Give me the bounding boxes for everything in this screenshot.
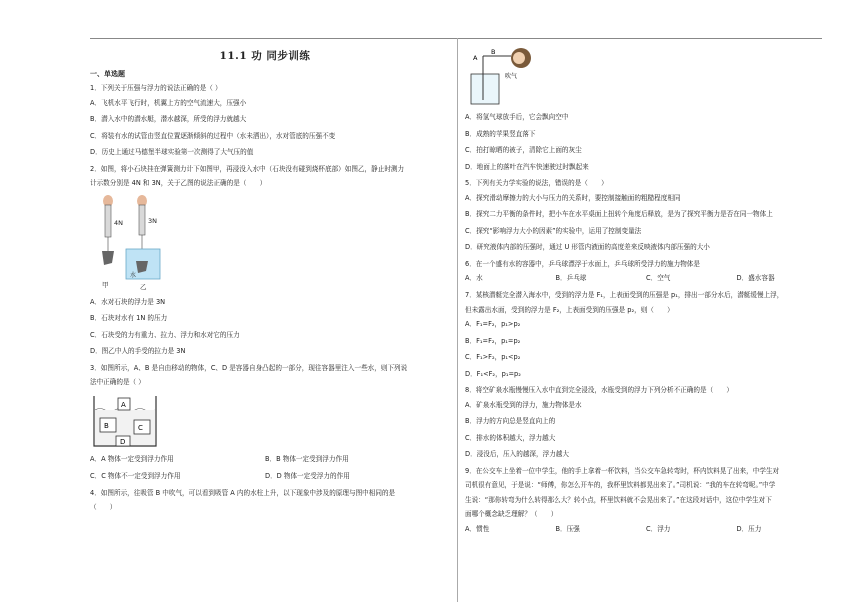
- reading-right: 3N: [148, 216, 157, 225]
- label-jia: 甲: [102, 280, 109, 289]
- q4-option-d: D．地面上的落叶在汽车快速驶过时飘起来: [465, 162, 589, 171]
- q8-option-c: C．排水的体积越大，浮力越大: [465, 433, 556, 442]
- q6-option-c: C．空气: [646, 274, 671, 282]
- q3-options-row1: [90, 454, 440, 465]
- q7-option-c: C．F₁>F₂，p₁<p₂: [465, 353, 521, 361]
- q4-option-b: B．成熟的苹果竖直落下: [465, 129, 536, 138]
- question-4-stem-line2: （ ）: [90, 503, 117, 511]
- q1-option-b: B．潜入水中的潜水艇，潜水越深，所受的浮力就越大: [90, 115, 247, 123]
- q2-option-d: D．图乙中人的手受的拉力是 3N: [90, 347, 186, 355]
- q3-option-c: C．C 物体不一定受到浮力作用: [90, 471, 181, 480]
- question-4-stem-line1: 4．如图所示，往吸管 B 中吹气，可以看到吸管 A 内的水柱上升，以下现象中涉及的原理与图中相同的是: [90, 488, 396, 497]
- q8-option-d: D．浸没后，压入的越深，浮力越大: [465, 450, 569, 458]
- block-d-label: D: [120, 437, 126, 446]
- question-5-stem: 5．下列有关力学实验的说法，错误的是（ ）: [465, 179, 608, 187]
- block-a-label: A: [121, 400, 126, 409]
- q9-options: [465, 524, 827, 535]
- page-title: 11.1 功 同步训练: [219, 50, 311, 62]
- q5-option-d: D．研究液体内部的压强时，通过 U 形管内液面的高度差来反映液体内部压强的大小: [465, 243, 710, 251]
- q3-options-row2: [90, 471, 440, 482]
- question-8: [465, 385, 827, 460]
- blow-label: 吹气: [505, 73, 518, 80]
- label-yi: 乙: [140, 282, 147, 291]
- q9-option-a: A．惯性: [465, 524, 490, 533]
- question-2-stem-line1: 2．如图，将小石块挂在弹簧测力计下如图甲，再浸没入水中（石块没有碰到烧杯底部）如图乙，静止时测力: [90, 164, 405, 173]
- question-7-stem-line1: 7．某核潜艇完全潜入海水中，受到的浮力是 F₁，上表面受到的压强是 p₁，排出一部分水后，潜艇缓慢上浮，: [465, 291, 784, 299]
- q5-option-a: A．探究滑动摩擦力的大小与压力的关系时，要控制接触面的粗糙程度相同: [465, 193, 681, 202]
- left-column: [90, 44, 440, 517]
- q1-option-a: A．飞机水平飞行时，机翼上方的空气流速大，压强小: [90, 98, 247, 107]
- question-3-stem-line2: 法中正确的是（ ）: [90, 378, 145, 386]
- q9-option-d: D．压力: [736, 524, 762, 533]
- q4-option-a: A．将氢气球放手后，它会飘向空中: [465, 113, 569, 121]
- q9-option-c: C．浮力: [646, 524, 671, 533]
- q8-option-b: B．浮力的方向总是竖直向上的: [465, 417, 556, 425]
- question-4-stem: [90, 488, 440, 514]
- q6-options: [465, 273, 827, 284]
- question-9-stem-line2: 司机很有意见，于是说：“师傅，你怎么开车的，我杯里饮料都晃出来了。”司机说：“我的车在转弯呢。”中学: [465, 481, 776, 489]
- question-1: [90, 83, 440, 158]
- q7-option-d: D．F₁<F₂，p₁=p₂: [465, 369, 521, 378]
- spring-scale-figure: [90, 193, 180, 293]
- q7-option-a: A．F₁=F₂，p₁>p₂: [465, 320, 521, 328]
- scale-right: [139, 205, 145, 235]
- question-6-stem: 6．在一个盛有水的容器中，乒乓球漂浮于水面上，乒乓球所受浮力的施力物体是: [465, 259, 700, 268]
- cup: [471, 74, 499, 104]
- q1-option-c: C．将装有水的试管由竖直位置逐渐倾斜的过程中（水未洒出），水对管底的压强不变: [90, 131, 336, 140]
- water-label: 水: [130, 271, 137, 279]
- q7-option-b: B．F₁=F₂，p₁=p₂: [465, 336, 521, 345]
- q9-option-b: B．压强: [555, 524, 580, 533]
- q3-option-a: A．A 物体一定受到浮力作用: [90, 454, 174, 463]
- q5-option-c: C．探究“影响浮力大小的因素”的实验中，运用了控制变量法: [465, 226, 642, 235]
- q2-option-b: B．石块对水有 1N 的压力: [90, 314, 168, 322]
- straw-figure: [465, 46, 555, 108]
- question-5: [465, 178, 827, 253]
- block-c-label: C: [138, 423, 143, 432]
- q5-option-b: B．探究二力平衡的条件时，把小车在水平桌面上扭转个角度后释放，是为了探究平衡力是否在同一物体上: [465, 210, 773, 218]
- question-9-stem-line1: 9．在公交车上坐着一位中学生，他的手上拿着一杯饮料，当公交车急转弯时，杯内饮料晃了出来，中学生对: [465, 466, 780, 475]
- section-heading: 一、单选题: [90, 70, 125, 78]
- question-7: [465, 290, 827, 380]
- top-rule: [90, 38, 822, 39]
- question-1-stem: 1．下列关于压强与浮力的说法正确的是（ ）: [90, 84, 222, 92]
- scale-left: [105, 205, 111, 237]
- q8-option-a: A．矿泉水瓶受到的浮力，施力物体是水: [465, 400, 582, 409]
- question-2: [90, 164, 440, 358]
- question-2-stem-line2: 计示数分别是 4N 和 3N，关于乙图的说法正确的是（ ）: [90, 179, 267, 187]
- block-b-label: B: [104, 421, 109, 430]
- question-8-stem: 8．将空矿泉水瓶慢慢压入水中直到完全浸没，水瓶受到的浮力下列分析不正确的是（ ）: [465, 386, 733, 394]
- question-6: [465, 259, 827, 285]
- q4-option-c: C．拍打晾晒的被子，清除它上面的灰尘: [465, 146, 582, 154]
- straw-b-label: B: [491, 48, 496, 56]
- q2-option-a: A．水对石块的浮力是 3N: [90, 297, 166, 306]
- stone-left: [102, 251, 114, 265]
- q6-option-a: A．水: [465, 274, 483, 282]
- q1-option-d: D．历史上通过马德堡半球实验第一次测得了大气压的值: [90, 148, 254, 156]
- q3-option-d: D．D 物体一定受浮力的作用: [265, 471, 350, 480]
- question-3: [90, 363, 440, 482]
- q2-option-c: C．石块受的力有重力、拉力、浮力和水对它的压力: [90, 330, 240, 339]
- column-divider: [457, 38, 458, 602]
- q3-option-b: B．B 物体一定受到浮力作用: [265, 454, 349, 463]
- container-figure: [90, 392, 160, 450]
- question-7-stem-line2: 但未露出水面，受到的浮力是 F₂，上表面受到的压强是 p₂，则（ ）: [465, 305, 674, 314]
- q6-option-d: D．盛水容器: [736, 274, 775, 282]
- reading-left: 4N: [114, 218, 123, 227]
- question-9-stem-line3: 生说：“那你转弯为什么转得那么大？转小点，杯里饮料就不会晃出来了。”在这段对话中，这位中学生对下: [465, 495, 772, 504]
- question-3-stem-line1: 3．如图所示，A、B 是自由移动的物体，C、D 是容器自身凸起的一部分，现往容器里注入一些水，则下列说: [90, 363, 408, 372]
- straw-a-label: A: [473, 54, 478, 62]
- q6-option-b: B．乒乓球: [555, 274, 587, 282]
- right-column: [465, 44, 827, 541]
- question-9: [465, 466, 827, 535]
- question-9-stem-line4: 面哪个概念缺乏理解？（ ）: [465, 510, 558, 518]
